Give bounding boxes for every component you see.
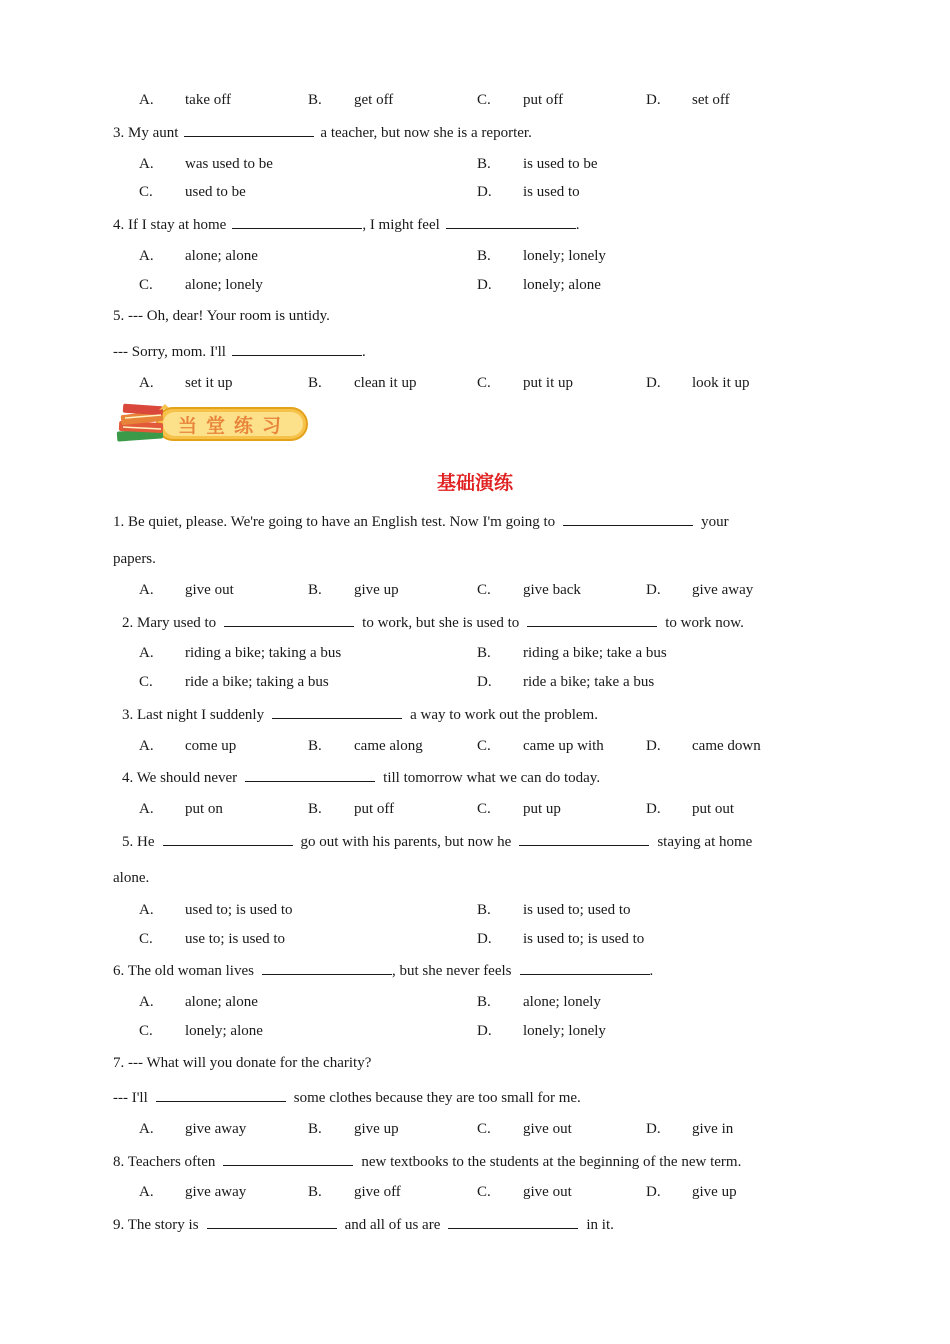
q5-option-a[interactable]: A. used to; is used to <box>139 902 293 918</box>
top-q5-option-d[interactable]: D. look it up <box>646 375 750 391</box>
practice-banner <box>113 400 313 450</box>
q8-stem: 8. Teachers often new textbooks to the students at the beginning of the new term. <box>113 1150 741 1172</box>
q7-option-b[interactable]: B. give up <box>308 1121 399 1137</box>
q5-stem: 5. He go out with his parents, but now he staying at home <box>122 830 752 852</box>
q4-option-c[interactable]: C. put up <box>477 801 561 817</box>
top-q5-reply: --- Sorry, mom. I'll . <box>113 340 366 362</box>
top-q4-option-c[interactable]: C. alone; lonely <box>139 277 263 293</box>
q5-stem-cont: alone. <box>113 870 150 886</box>
q6-stem: 6. The old woman lives , but she never feels . <box>113 959 653 981</box>
q5-option-b[interactable]: B. is used to; used to <box>477 902 631 918</box>
answer-blank[interactable] <box>446 213 576 229</box>
q6-option-c[interactable]: C. lonely; alone <box>139 1023 263 1039</box>
q4-option-b[interactable]: B. put off <box>308 801 395 817</box>
answer-blank[interactable] <box>262 959 392 975</box>
q7-stem: 7. --- What will you donate for the charity? <box>113 1055 372 1071</box>
top-q4-option-a[interactable]: A. alone; alone <box>139 248 258 264</box>
banner-text: 当堂练习 <box>177 415 291 437</box>
q6-option-b[interactable]: B. alone; lonely <box>477 994 601 1010</box>
answer-blank[interactable] <box>527 611 657 627</box>
top-q3-option-b[interactable]: B. is used to be <box>477 156 598 172</box>
q4-option-d[interactable]: D. put out <box>646 801 735 817</box>
q3-option-b[interactable]: B. came along <box>308 738 423 754</box>
q1-option-c[interactable]: C. give back <box>477 582 581 598</box>
q2-option-c[interactable]: C. ride a bike; taking a bus <box>139 674 329 690</box>
q2-option-a[interactable]: A. riding a bike; taking a bus <box>139 645 342 661</box>
q6-option-d[interactable]: D. lonely; lonely <box>477 1023 606 1039</box>
q2-option-b[interactable]: B. riding a bike; take a bus <box>477 645 667 661</box>
answer-blank[interactable] <box>563 510 693 526</box>
top-q4-stem: 4. If I stay at home , I might feel . <box>113 213 580 235</box>
q2-option-c[interactable]: C. put off <box>477 92 564 108</box>
q8-option-c[interactable]: C. give out <box>477 1184 572 1200</box>
top-q5-stem: 5. --- Oh, dear! Your room is untidy. <box>113 308 330 324</box>
answer-blank[interactable] <box>272 703 402 719</box>
q6-option-a[interactable]: A. alone; alone <box>139 994 258 1010</box>
q5-option-c[interactable]: C. use to; is used to <box>139 931 285 947</box>
q7-option-a[interactable]: A. give away <box>139 1121 247 1137</box>
top-q4-option-d[interactable]: D. lonely; alone <box>477 277 601 293</box>
top-q3-option-a[interactable]: A. was used to be <box>139 156 273 172</box>
answer-blank[interactable] <box>232 340 362 356</box>
answer-blank[interactable] <box>224 611 354 627</box>
q8-option-a[interactable]: A. give away <box>139 1184 247 1200</box>
q7-option-d[interactable]: D. give in <box>646 1121 734 1137</box>
q3-option-a[interactable]: A. come up <box>139 738 237 754</box>
answer-blank[interactable] <box>223 1150 353 1166</box>
q8-option-d[interactable]: D. give up <box>646 1184 737 1200</box>
top-q5-option-a[interactable]: A. set it up <box>139 375 233 391</box>
top-q4-option-b[interactable]: B. lonely; lonely <box>477 248 606 264</box>
answer-blank[interactable] <box>232 213 362 229</box>
top-q5-option-b[interactable]: B. clean it up <box>308 375 417 391</box>
q1-option-b[interactable]: B. give up <box>308 582 399 598</box>
answer-blank[interactable] <box>519 830 649 846</box>
books-icon <box>113 400 313 450</box>
answer-blank[interactable] <box>156 1086 286 1102</box>
top-q3-option-d[interactable]: D. is used to <box>477 184 580 200</box>
q2-option-a[interactable]: A. take off <box>139 92 231 108</box>
q1-stem-cont: papers. <box>113 551 156 567</box>
q3-option-d[interactable]: D. came down <box>646 738 761 754</box>
q9-stem: 9. The story is and all of us are in it. <box>113 1213 614 1235</box>
q2-stem: 2. Mary used to to work, but she is used to to work now. <box>122 611 744 633</box>
q4-stem: 4. We should never till tomorrow what we can do today. <box>122 766 600 788</box>
q3-option-c[interactable]: C. came up with <box>477 738 604 754</box>
q2-option-b[interactable]: B. get off <box>308 92 394 108</box>
q7-option-c[interactable]: C. give out <box>477 1121 572 1137</box>
answer-blank[interactable] <box>448 1213 578 1229</box>
answer-blank[interactable] <box>520 959 650 975</box>
top-q5-option-c[interactable]: C. put it up <box>477 375 574 391</box>
answer-blank[interactable] <box>207 1213 337 1229</box>
answer-blank[interactable] <box>184 121 314 137</box>
section-title: 基础演练 <box>436 472 513 494</box>
q2-option-d[interactable]: D. set off <box>646 92 730 108</box>
q3-stem: 3. Last night I suddenly a way to work out the problem. <box>122 703 598 725</box>
q5-option-d[interactable]: D. is used to; is used to <box>477 931 645 947</box>
q1-option-d[interactable]: D. give away <box>646 582 754 598</box>
answer-blank[interactable] <box>163 830 293 846</box>
q4-option-a[interactable]: A. put on <box>139 801 223 817</box>
q7-reply: --- I'll some clothes because they are too small for me. <box>113 1086 581 1108</box>
top-q3-stem: 3. My aunt a teacher, but now she is a reporter. <box>113 121 532 143</box>
top-q3-option-c[interactable]: C. used to be <box>139 184 246 200</box>
q2-option-d[interactable]: D. ride a bike; take a bus <box>477 674 655 690</box>
q1-option-a[interactable]: A. give out <box>139 582 234 598</box>
q1-stem: 1. Be quiet, please. We're going to have an English test. Now I'm going to your <box>113 510 729 532</box>
q8-option-b[interactable]: B. give off <box>308 1184 401 1200</box>
answer-blank[interactable] <box>245 766 375 782</box>
